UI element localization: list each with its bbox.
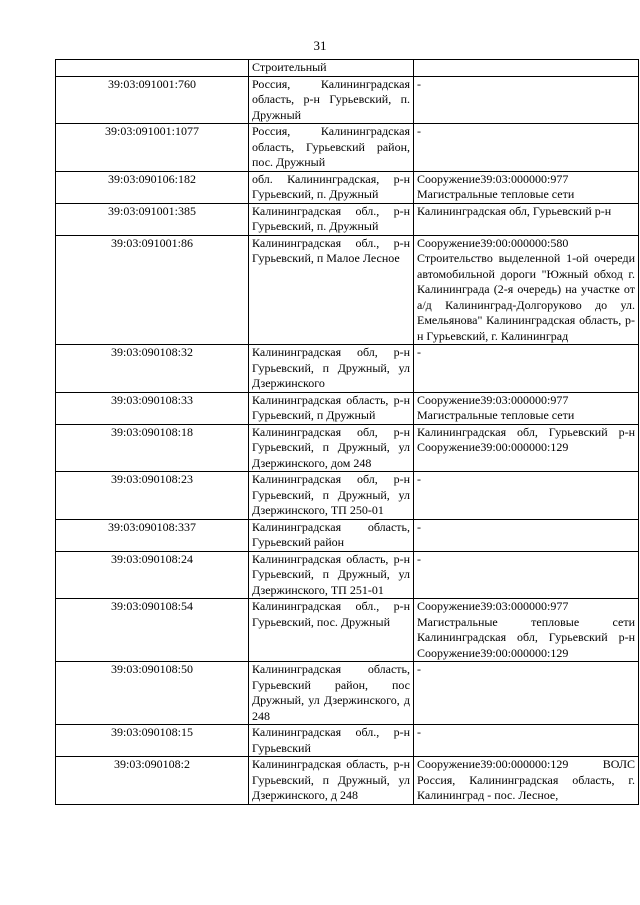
facility-cell: Сооружение39:00:000000:580 Строительство выделенной 1-ой очереди автомобильной дороги "Южный обход г. Калининграда (2-я очередь) на участке от а/д Калининград-Долгоруково до ул. Емельянова" Калининградская область, р-н Гурьевский, г. Калининград: [414, 235, 639, 345]
table-row: [56, 662, 639, 725]
facility-cell: Калининградская обл, Гурьевский р-н Сооружение39:00:000000:129: [414, 424, 639, 472]
cadastral-number-cell: 39:03:090108:23: [56, 472, 249, 520]
address-cell: Строительный: [249, 60, 414, 77]
address-cell: Калининградская обл., р-н Гурьевский: [249, 725, 414, 757]
cadastral-number-cell: [56, 60, 249, 77]
cadastral-number-cell: 39:03:090108:33: [56, 392, 249, 424]
facility-cell: -: [414, 124, 639, 172]
page-number: 31: [313, 38, 327, 53]
address-cell: Россия, Калининградская область, р-н Гурьевский, п. Дружный: [249, 76, 414, 124]
table-row: [56, 60, 639, 77]
facility-cell: -: [414, 551, 639, 599]
address-cell: Калининградская обл., р-н Гурьевский, п Малое Лесное: [249, 235, 414, 345]
table-row: [56, 203, 639, 235]
cadastral-number-cell: 39:03:090108:18: [56, 424, 249, 472]
table-row: [56, 472, 639, 520]
table-row: [56, 124, 639, 172]
table-row: [56, 725, 639, 757]
address-cell: Калининградская обл., р-н Гурьевский, п. Дружный: [249, 203, 414, 235]
facility-cell: -: [414, 76, 639, 124]
cadastral-number-cell: 39:03:091001:86: [56, 235, 249, 345]
facility-cell: [414, 60, 639, 77]
address-cell: Калининградская область, Гурьевский район: [249, 519, 414, 551]
cadastral-number-cell: 39:03:090108:24: [56, 551, 249, 599]
facility-cell: Сооружение39:00:000000:129 ВОЛС Россия, Калининградская область, г. Калининград - пос. Лесное,: [414, 757, 639, 805]
table-row: [56, 424, 639, 472]
facility-cell: Сооружение39:03:000000:977 Магистральные тепловые сети Калининградская обл, Гурьевский р-н Сооружение39:00:000000:129: [414, 599, 639, 662]
table-body: [56, 60, 639, 805]
cadastral-number-cell: 39:03:090108:15: [56, 725, 249, 757]
address-cell: Калининградская обл, р-н Гурьевский, п Дружный, ул Дзержинского: [249, 345, 414, 393]
cadastral-number-cell: 39:03:090108:337: [56, 519, 249, 551]
address-cell: Калининградская обл, р-н Гурьевский, п Дружный, ул Дзержинского, ТП 250-01: [249, 472, 414, 520]
address-cell: Калининградская обл, р-н Гурьевский, п Дружный, ул Дзержинского, дом 248: [249, 424, 414, 472]
table-row: [56, 599, 639, 662]
facility-cell: -: [414, 519, 639, 551]
cadastral-number-cell: 39:03:090106:182: [56, 171, 249, 203]
facility-cell: Сооружение39:03:000000:977 Магистральные тепловые сети: [414, 171, 639, 203]
facility-cell: -: [414, 472, 639, 520]
cadastral-number-cell: 39:03:091001:1077: [56, 124, 249, 172]
table-row: [56, 235, 639, 345]
facility-cell: Сооружение39:03:000000:977 Магистральные тепловые сети: [414, 392, 639, 424]
facility-cell: -: [414, 662, 639, 725]
table-row: [56, 345, 639, 393]
table-row: [56, 76, 639, 124]
address-cell: Россия, Калининградская область, Гурьевский район, пос. Дружный: [249, 124, 414, 172]
address-cell: обл. Калининградская, р-н Гурьевский, п. Дружный: [249, 171, 414, 203]
cadastral-number-cell: 39:03:090108:2: [56, 757, 249, 805]
cadastral-table: [55, 59, 639, 805]
cadastral-number-cell: 39:03:090108:50: [56, 662, 249, 725]
facility-cell: Калининградская обл, Гурьевский р-н: [414, 203, 639, 235]
table-row: [56, 551, 639, 599]
address-cell: Калининградская область, р-н Гурьевский, п Дружный: [249, 392, 414, 424]
cadastral-number-cell: 39:03:091001:760: [56, 76, 249, 124]
address-cell: Калининградская обл., р-н Гурьевский, пос. Дружный: [249, 599, 414, 662]
table-row: [56, 392, 639, 424]
facility-cell: -: [414, 725, 639, 757]
address-cell: Калининградская область, Гурьевский район, пос Дружный, ул Дзержинского, д 248: [249, 662, 414, 725]
table-row: [56, 519, 639, 551]
facility-cell: -: [414, 345, 639, 393]
address-cell: Калининградская область, р-н Гурьевский, п Дружный, ул Дзержинского, д 248: [249, 757, 414, 805]
table-row: [56, 757, 639, 805]
cadastral-number-cell: 39:03:090108:32: [56, 345, 249, 393]
cadastral-number-cell: 39:03:090108:54: [56, 599, 249, 662]
address-cell: Калининградская область, р-н Гурьевский, п Дружный, ул Дзержинского, ТП 251-01: [249, 551, 414, 599]
table-row: [56, 171, 639, 203]
cadastral-number-cell: 39:03:091001:385: [56, 203, 249, 235]
